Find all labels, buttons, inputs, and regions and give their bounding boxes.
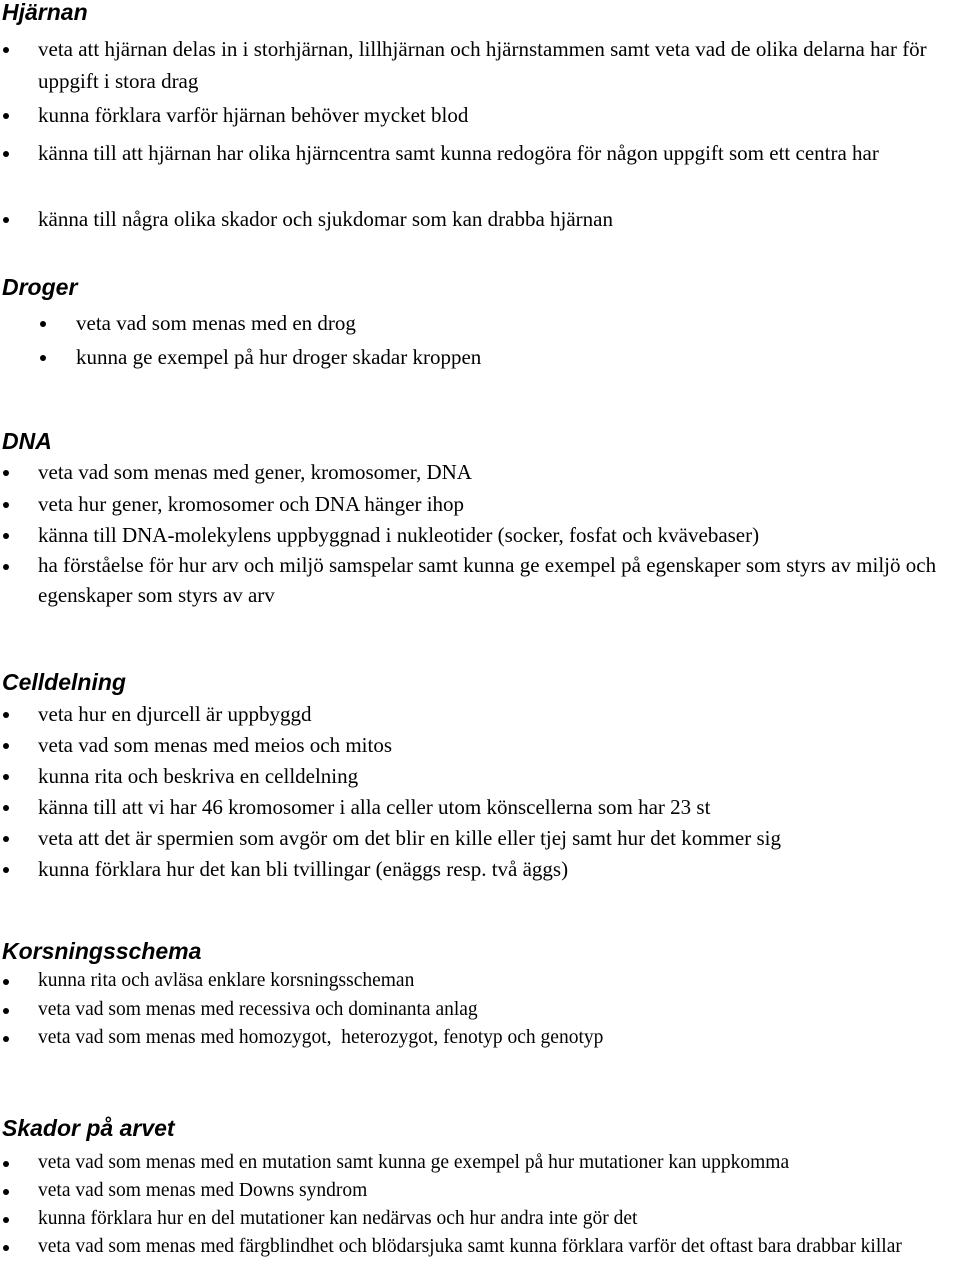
section-heading-korsningsschema: Korsningsschema: [2, 938, 202, 964]
bullet-icon: [3, 502, 9, 508]
list-item-text: veta hur en djurcell är uppbyggd: [38, 702, 312, 726]
bullet-icon: [3, 470, 9, 476]
list-item-text: veta vad som menas med färgblindhet och blödarsjuka samt kunna förklara varför det oftast bara drabbar killar: [38, 1236, 902, 1257]
bullet-icon: [3, 47, 9, 53]
bullet-icon: [3, 805, 9, 811]
bullet-icon: [3, 867, 9, 873]
list-item-text: kunna förklara hur en del mutationer kan nedärvas och hur andra inte gör det: [38, 1208, 638, 1229]
bullet-icon: [3, 1036, 9, 1042]
list-item-text: känna till att vi har 46 kromosomer i alla celler utom könscellerna som har 23 st: [38, 795, 711, 819]
section-heading-hjarnan: Hjärnan: [2, 0, 88, 25]
bullet-icon: [3, 712, 9, 718]
list-item-text: veta vad som menas med recessiva och dominanta anlag: [38, 999, 478, 1020]
list-item-text: kunna förklara varför hjärnan behöver mycket blod: [38, 103, 469, 127]
bullet-icon: [3, 1161, 9, 1167]
list-item-text: veta vad som menas med en drog: [76, 311, 356, 335]
list-item-text: veta vad som menas med Downs syndrom: [38, 1180, 368, 1201]
list-item-text: kunna rita och beskriva en celldelning: [38, 764, 359, 788]
bullet-icon: [3, 1245, 9, 1251]
bullet-icon: [3, 113, 9, 119]
list-item-text: känna till några olika skador och sjukdomar som kan drabba hjärnan: [38, 207, 613, 231]
section-heading-skador-pa-arvet: Skador på arvet: [2, 1115, 175, 1141]
section-heading-celldelning: Celldelning: [2, 669, 126, 695]
list-item-text: kunna ge exempel på hur droger skadar kroppen: [76, 345, 482, 369]
list-item-text: känna till DNA-molekylens uppbyggnad i nukleotider (socker, fosfat och kvävebaser): [38, 523, 760, 547]
bullet-icon: [40, 321, 46, 327]
bullet-icon: [3, 836, 9, 842]
bullet-icon: [40, 355, 46, 361]
section-heading-droger: Droger: [2, 274, 78, 300]
list-item-text: veta vad som menas med en mutation samt kunna ge exempel på hur mutationer kan uppkomma: [38, 1152, 790, 1173]
list-item-text: veta att hjärnan delas in i storhjärnan, lillhjärnan och hjärnstammen samt veta vad de olika delarna har för uppgift i stora drag: [38, 37, 927, 93]
bullet-icon: [3, 774, 9, 780]
list-item-text: ha förståelse för hur arv och miljö samspelar samt kunna ge exempel på egenskaper som styrs av miljö och egenskaper som styrs av arv: [38, 553, 937, 607]
bullet-icon: [3, 217, 9, 223]
bullet-icon: [3, 1189, 9, 1195]
list-item-text: veta vad som menas med gener, kromosomer, DNA: [38, 460, 472, 484]
list-item-text: kunna förklara hur det kan bli tvillingar (enäggs resp. två äggs): [38, 857, 569, 881]
bullet-icon: [3, 151, 9, 157]
list-item-text: veta hur gener, kromosomer och DNA hänger ihop: [38, 492, 465, 516]
section-heading-dna: DNA: [2, 428, 52, 454]
list-item-text: veta vad som menas med homozygot, heterozygot, fenotyp och genotyp: [38, 1027, 604, 1048]
bullet-icon: [3, 1217, 9, 1223]
bullet-icon: [3, 979, 9, 985]
list-item-text: veta att det är spermien som avgör om det blir en kille eller tjej samt hur det kommer sig: [38, 826, 781, 850]
bullet-icon: [3, 533, 9, 539]
bullet-icon: [3, 1008, 9, 1014]
bullet-icon: [3, 564, 9, 570]
list-item-text: veta vad som menas med meios och mitos: [38, 733, 393, 757]
list-item-text: kunna rita och avläsa enklare korsningsscheman: [38, 970, 415, 991]
list-item-text: känna till att hjärnan har olika hjärncentra samt kunna redogöra för någon uppgift som ett centra har: [38, 141, 879, 165]
bullet-icon: [3, 743, 9, 749]
